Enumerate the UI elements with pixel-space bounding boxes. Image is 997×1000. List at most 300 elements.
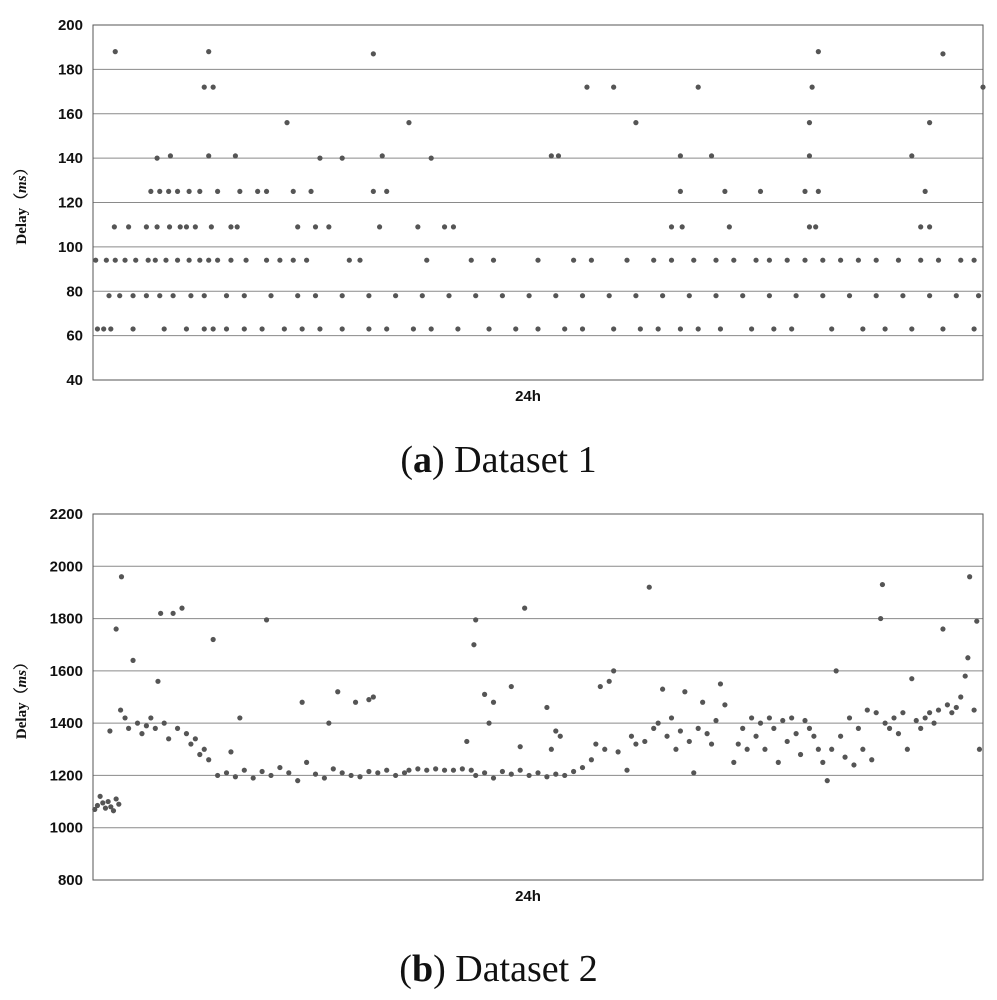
- data-point: [491, 775, 496, 780]
- data-point: [936, 258, 941, 263]
- data-point: [144, 224, 149, 229]
- data-point: [678, 728, 683, 733]
- data-point: [927, 224, 932, 229]
- data-point: [700, 700, 705, 705]
- data-point: [242, 326, 247, 331]
- data-point: [905, 747, 910, 752]
- data-point: [977, 747, 982, 752]
- data-point: [144, 293, 149, 298]
- data-point: [980, 85, 985, 90]
- data-point: [108, 326, 113, 331]
- data-point: [802, 718, 807, 723]
- data-point: [162, 721, 167, 726]
- data-point: [228, 258, 233, 263]
- data-point: [473, 617, 478, 622]
- data-point: [842, 755, 847, 760]
- data-point: [228, 749, 233, 754]
- data-point: [558, 734, 563, 739]
- data-point: [101, 326, 106, 331]
- data-point: [580, 765, 585, 770]
- data-point: [807, 726, 812, 731]
- data-point: [562, 773, 567, 778]
- data-point: [678, 153, 683, 158]
- data-point: [158, 611, 163, 616]
- data-point: [753, 734, 758, 739]
- data-point: [106, 799, 111, 804]
- data-point: [340, 293, 345, 298]
- chart-a-svg: [0, 0, 997, 420]
- data-point: [624, 768, 629, 773]
- data-point: [154, 224, 159, 229]
- y-tick-label: 1600: [49, 662, 83, 680]
- data-point: [197, 189, 202, 194]
- data-point: [816, 49, 821, 54]
- data-point: [740, 726, 745, 731]
- data-point: [300, 700, 305, 705]
- data-point: [153, 726, 158, 731]
- data-point: [206, 258, 211, 263]
- data-point: [972, 707, 977, 712]
- y-tick-label: 120: [57, 194, 83, 212]
- data-point: [651, 258, 656, 263]
- data-point: [228, 224, 233, 229]
- data-point: [157, 293, 162, 298]
- data-point: [326, 721, 331, 726]
- data-point: [660, 687, 665, 692]
- data-point: [349, 773, 354, 778]
- data-point: [451, 768, 456, 773]
- data-point: [856, 258, 861, 263]
- data-point: [130, 326, 135, 331]
- y-tick-label: 2200: [49, 506, 83, 523]
- data-point: [816, 189, 821, 194]
- data-point: [471, 642, 476, 647]
- data-point: [429, 326, 434, 331]
- caption-a: (a) Dataset 1: [400, 439, 597, 481]
- data-point: [357, 774, 362, 779]
- data-point: [402, 770, 407, 775]
- data-point: [593, 741, 598, 746]
- data-point: [260, 769, 265, 774]
- data-point: [696, 726, 701, 731]
- data-point: [923, 189, 928, 194]
- data-point: [187, 258, 192, 263]
- data-point: [696, 326, 701, 331]
- data-point: [130, 293, 135, 298]
- data-point: [260, 326, 265, 331]
- data-point: [914, 718, 919, 723]
- data-point: [295, 293, 300, 298]
- data-point: [633, 741, 638, 746]
- data-point: [976, 293, 981, 298]
- data-point: [117, 293, 122, 298]
- data-point: [111, 808, 116, 813]
- data-point: [377, 224, 382, 229]
- data-point: [144, 723, 149, 728]
- data-point: [237, 189, 242, 194]
- data-point: [811, 734, 816, 739]
- data-point: [317, 156, 322, 161]
- data-point: [691, 770, 696, 775]
- data-point: [353, 700, 358, 705]
- data-point: [235, 224, 240, 229]
- data-point: [789, 715, 794, 720]
- data-point: [762, 747, 767, 752]
- data-point: [197, 258, 202, 263]
- data-point: [300, 326, 305, 331]
- data-point: [656, 326, 661, 331]
- data-point: [455, 326, 460, 331]
- data-point: [758, 189, 763, 194]
- data-point: [322, 775, 327, 780]
- data-point: [193, 224, 198, 229]
- data-point: [154, 156, 159, 161]
- data-point: [406, 120, 411, 125]
- data-point: [171, 293, 176, 298]
- data-point: [669, 258, 674, 263]
- data-point: [473, 293, 478, 298]
- data-point: [424, 258, 429, 263]
- data-point: [678, 326, 683, 331]
- data-point: [133, 258, 138, 263]
- data-point: [807, 153, 812, 158]
- data-point: [233, 774, 238, 779]
- data-point: [562, 326, 567, 331]
- data-point: [375, 770, 380, 775]
- data-point: [420, 293, 425, 298]
- data-point: [202, 293, 207, 298]
- data-point: [691, 258, 696, 263]
- data-point: [286, 770, 291, 775]
- y-tick-label: 80: [66, 283, 83, 301]
- data-point: [616, 749, 621, 754]
- data-point: [722, 702, 727, 707]
- data-point: [553, 293, 558, 298]
- data-point: [598, 684, 603, 689]
- data-point: [313, 772, 318, 777]
- data-point: [869, 757, 874, 762]
- data-point: [829, 326, 834, 331]
- data-point: [304, 258, 309, 263]
- data-point: [116, 802, 121, 807]
- data-point: [113, 258, 118, 263]
- data-point: [680, 224, 685, 229]
- data-point: [393, 773, 398, 778]
- data-point: [366, 769, 371, 774]
- data-point: [446, 293, 451, 298]
- data-point: [304, 760, 309, 765]
- data-point: [469, 768, 474, 773]
- data-point: [940, 326, 945, 331]
- data-point: [816, 747, 821, 752]
- caption-b: (b) Dataset 2: [399, 948, 598, 990]
- data-point: [366, 697, 371, 702]
- data-point: [949, 710, 954, 715]
- data-point: [860, 747, 865, 752]
- data-point: [847, 293, 852, 298]
- data-point: [308, 189, 313, 194]
- data-point: [847, 715, 852, 720]
- data-point: [825, 778, 830, 783]
- data-point: [678, 189, 683, 194]
- data-point: [802, 258, 807, 263]
- data-point: [974, 619, 979, 624]
- data-point: [820, 258, 825, 263]
- data-point: [384, 326, 389, 331]
- data-point: [500, 769, 505, 774]
- data-point: [838, 734, 843, 739]
- data-point: [647, 585, 652, 590]
- y-axis-label: Delay（ms）: [14, 654, 30, 740]
- data-point: [900, 293, 905, 298]
- data-point: [807, 224, 812, 229]
- data-point: [243, 258, 248, 263]
- data-point: [820, 760, 825, 765]
- data-point: [114, 626, 119, 631]
- data-point: [340, 770, 345, 775]
- data-point: [366, 293, 371, 298]
- x-axis-label: 24h: [515, 888, 541, 905]
- data-point: [366, 326, 371, 331]
- data-point: [157, 189, 162, 194]
- data-point: [93, 258, 98, 263]
- y-tick-label: 1000: [49, 819, 83, 837]
- data-point: [673, 747, 678, 752]
- data-point: [380, 153, 385, 158]
- data-point: [166, 736, 171, 741]
- data-point: [509, 772, 514, 777]
- data-point: [954, 293, 959, 298]
- data-point: [384, 768, 389, 773]
- data-point: [571, 769, 576, 774]
- data-point: [166, 189, 171, 194]
- data-point: [945, 702, 950, 707]
- data-point: [371, 694, 376, 699]
- data-point: [718, 326, 723, 331]
- data-point: [749, 715, 754, 720]
- data-point: [206, 49, 211, 54]
- data-point: [340, 156, 345, 161]
- data-point: [393, 293, 398, 298]
- data-point: [713, 258, 718, 263]
- data-point: [326, 224, 331, 229]
- data-point: [656, 721, 661, 726]
- data-point: [874, 293, 879, 298]
- data-point: [500, 293, 505, 298]
- data-point: [918, 224, 923, 229]
- data-point: [940, 626, 945, 631]
- data-point: [896, 258, 901, 263]
- data-point: [442, 224, 447, 229]
- data-point: [856, 726, 861, 731]
- data-point: [642, 739, 647, 744]
- data-point: [384, 189, 389, 194]
- data-point: [415, 224, 420, 229]
- data-point: [167, 224, 172, 229]
- data-point: [442, 768, 447, 773]
- data-point: [211, 326, 216, 331]
- data-point: [103, 806, 108, 811]
- data-point: [527, 773, 532, 778]
- data-point: [464, 739, 469, 744]
- data-point: [104, 258, 109, 263]
- data-point: [215, 189, 220, 194]
- data-point: [107, 728, 112, 733]
- data-point: [233, 153, 238, 158]
- data-point: [611, 85, 616, 90]
- data-point: [284, 120, 289, 125]
- data-point: [736, 741, 741, 746]
- data-point: [197, 752, 202, 757]
- data-point: [193, 736, 198, 741]
- data-point: [429, 156, 434, 161]
- data-point: [682, 689, 687, 694]
- plot-area: [93, 514, 983, 880]
- data-point: [347, 258, 352, 263]
- data-point: [163, 258, 168, 263]
- data-point: [224, 770, 229, 775]
- data-point: [211, 85, 216, 90]
- data-point: [878, 616, 883, 621]
- data-point: [433, 766, 438, 771]
- data-point: [215, 773, 220, 778]
- data-point: [95, 326, 100, 331]
- x-axis-label: 24h: [515, 388, 541, 405]
- data-point: [549, 153, 554, 158]
- data-point: [638, 326, 643, 331]
- y-tick-label: 200: [57, 17, 83, 34]
- data-point: [767, 715, 772, 720]
- data-point: [473, 773, 478, 778]
- data-point: [965, 655, 970, 660]
- data-point: [633, 293, 638, 298]
- data-point: [242, 293, 247, 298]
- data-point: [509, 684, 514, 689]
- data-point: [340, 326, 345, 331]
- data-point: [874, 258, 879, 263]
- data-point: [972, 326, 977, 331]
- data-point: [179, 606, 184, 611]
- data-point: [313, 293, 318, 298]
- data-point: [486, 721, 491, 726]
- data-point: [624, 258, 629, 263]
- data-point: [883, 326, 888, 331]
- data-point: [963, 673, 968, 678]
- data-point: [918, 726, 923, 731]
- data-point: [713, 293, 718, 298]
- y-tick-label: 2000: [49, 558, 83, 576]
- data-point: [722, 189, 727, 194]
- data-point: [535, 770, 540, 775]
- data-point: [802, 189, 807, 194]
- data-point: [268, 293, 273, 298]
- data-point: [482, 770, 487, 775]
- data-point: [820, 293, 825, 298]
- data-point: [491, 700, 496, 705]
- data-point: [544, 774, 549, 779]
- data-point: [553, 728, 558, 733]
- data-point: [277, 765, 282, 770]
- data-point: [718, 681, 723, 686]
- data-point: [785, 739, 790, 744]
- data-point: [291, 258, 296, 263]
- data-point: [331, 766, 336, 771]
- data-point: [491, 258, 496, 263]
- data-point: [424, 768, 429, 773]
- data-point: [95, 803, 100, 808]
- data-point: [486, 326, 491, 331]
- data-point: [936, 707, 941, 712]
- data-point: [415, 766, 420, 771]
- data-point: [958, 258, 963, 263]
- data-point: [602, 747, 607, 752]
- data-point: [629, 734, 634, 739]
- data-point: [206, 757, 211, 762]
- data-point: [295, 778, 300, 783]
- data-point: [909, 676, 914, 681]
- data-point: [834, 668, 839, 673]
- data-point: [118, 707, 123, 712]
- data-point: [669, 715, 674, 720]
- data-point: [896, 731, 901, 736]
- data-point: [100, 800, 105, 805]
- chart-b-svg: [0, 495, 997, 915]
- data-point: [633, 120, 638, 125]
- data-point: [909, 153, 914, 158]
- data-point: [411, 326, 416, 331]
- data-point: [731, 760, 736, 765]
- data-point: [130, 658, 135, 663]
- data-point: [709, 153, 714, 158]
- data-point: [810, 85, 815, 90]
- data-point: [171, 611, 176, 616]
- data-point: [740, 293, 745, 298]
- data-point: [705, 731, 710, 736]
- data-point: [883, 721, 888, 726]
- data-point: [556, 153, 561, 158]
- data-point: [611, 326, 616, 331]
- data-point: [482, 692, 487, 697]
- data-point: [758, 721, 763, 726]
- data-point: [807, 120, 812, 125]
- data-point: [268, 773, 273, 778]
- data-point: [148, 189, 153, 194]
- data-point: [527, 293, 532, 298]
- data-point: [282, 326, 287, 331]
- data-point: [184, 326, 189, 331]
- data-point: [900, 710, 905, 715]
- data-point: [242, 768, 247, 773]
- y-tick-label: 60: [66, 327, 83, 345]
- y-tick-label: 1400: [49, 715, 83, 733]
- data-point: [589, 757, 594, 762]
- data-point: [731, 258, 736, 263]
- chart-panel-b: [0, 495, 997, 1000]
- data-point: [927, 293, 932, 298]
- data-point: [209, 224, 214, 229]
- y-tick-label: 1800: [49, 610, 83, 628]
- data-point: [918, 258, 923, 263]
- data-point: [122, 715, 127, 720]
- data-point: [767, 258, 772, 263]
- data-point: [126, 224, 131, 229]
- data-point: [113, 49, 118, 54]
- data-point: [713, 718, 718, 723]
- data-point: [371, 189, 376, 194]
- data-point: [224, 326, 229, 331]
- data-point: [549, 747, 554, 752]
- data-point: [122, 258, 127, 263]
